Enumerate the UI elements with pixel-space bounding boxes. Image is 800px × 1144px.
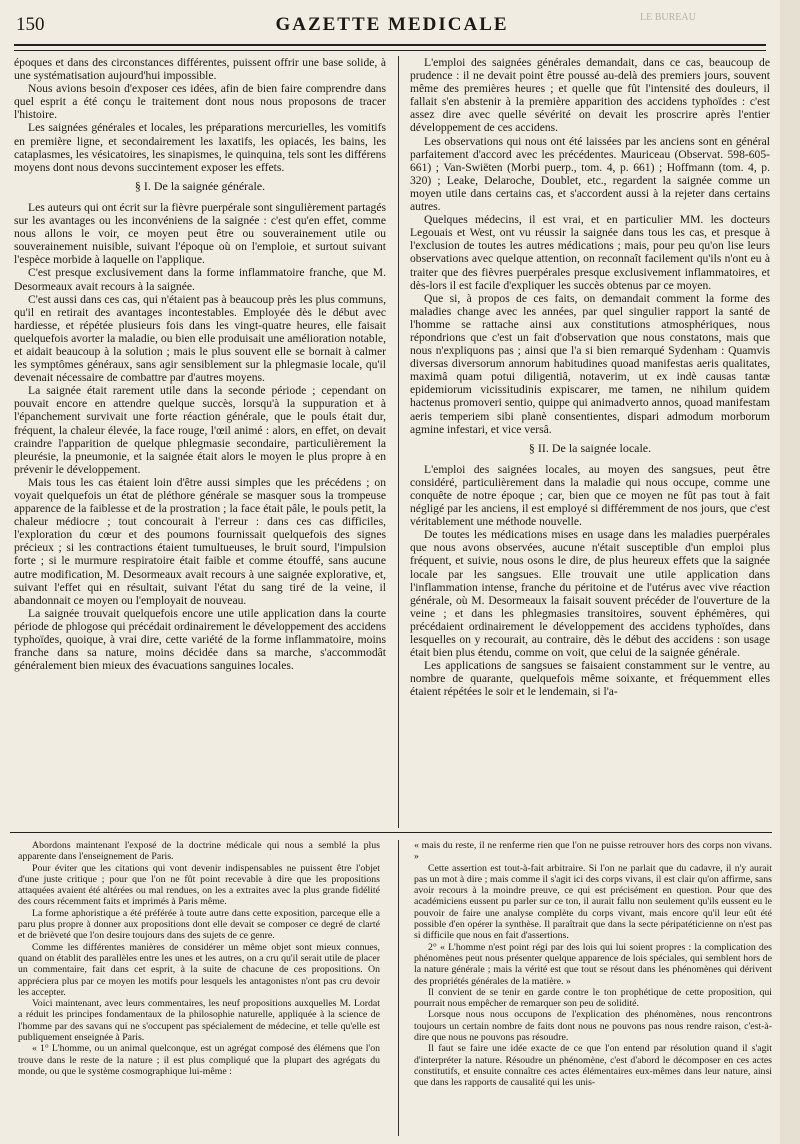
page-number: 150 bbox=[16, 14, 45, 35]
right-column bbox=[410, 56, 770, 828]
feuilleton-divider bbox=[398, 840, 399, 1136]
section-heading: § I. De la saignée générale. bbox=[134, 178, 266, 193]
paragraph: La saignée trouvait quelquefois encore une utile application dans la courte période de phlogose qui précédait ordinairement le développement des accidens typhoïdes, quoique, à vrai dire, cette variété de la forme inflammatoire, moins franche dans sa nature, moins décidée dans sa marche, s'accommodât généralement bien mieux des évacuations sanguines locales. bbox=[14, 606, 386, 673]
bleed-through-text: LE BUREAU bbox=[640, 12, 696, 23]
paragraph: Les saignées générales et locales, les préparations mercurielles, les vomitifs en première ligne, et secondairement les laxatifs, les opiacés, les bains, les cataplasmes, les vésicatoires, les sinapismes, le quinquina, tels sont les différens moyens dont nous devons succintement exposer les effets. bbox=[14, 121, 386, 174]
paragraph: « 1° L'homme, ou un animal quelconque, est un agrégat composé des élémens que l'on trouve dans le reste de la nature ; il est plus compliqué que la plupart des agrégats du monde, ou que le système cosmographique lui-même : bbox=[18, 1043, 380, 1077]
paragraph: Il faut se faire une idée exacte de ce que l'on entend par résolution quand il s'agit d'interpréter la nature. Résoudre un phénomène, c'est d'abord le décomposer en ces actes constitutifs, et ensuite connaître ces actes élémentaires eux-mêmes dans leur nature, ainsi que dans les rapports de causalité qui les unis- bbox=[414, 1043, 772, 1089]
paragraph: Abordons maintenant l'exposé de la doctrine médicale qui nous a semblé la plus apparente dans l'enseignement de Paris. bbox=[18, 840, 380, 863]
paragraph: Mais tous les cas étaient loin d'être aussi simples que les précédens ; on voyait quelquefois un état de pléthore générale se masquer sous la trompeuse apparence de la faiblesse et de la prostration ; la face était pâle, le pouls petit, la chaleur médiocre ; tout concourait à l'erreur : dans ces cas difficiles, l'exploration du cœur et des poumons fournissait quelquefois des signes précieux ; si les contractions étaient tumultueuses, le bruit sourd, l'impulsion forte ; si le murmure respiratoire était faible et comme étouffé, sans aucune autre modification, M. Desormeaux avait recours à une saignée explorative, et, suivant l'effet qui en résultait, suivant l'état du sang tiré de la veine, il abandonnait ce moyen ou l'employait de nouveau. bbox=[14, 475, 386, 607]
paragraph: Pour éviter que les citations qui vont devenir indispensables ne puissent être l'objet d'une juste critique ; pour que l'on ne fût point recevable à dire que les propositions attaquées avaient été altérées ou mal rendues, on les a extraites avec la plus grande fidélité des cours récemment faits et imprimés à Paris même. bbox=[18, 862, 380, 908]
paragraph: Il convient de se tenir en garde contre le ton prophétique de cette proposition, qui pourrait nous empêcher de remarquer son peu de solidité. bbox=[414, 986, 772, 1010]
section-heading: § II. De la saignée locale. bbox=[528, 440, 652, 455]
paragraph: Les auteurs qui ont écrit sur la fièvre puerpérale sont singulièrement partagés sur les avantages ou les inconvéniens de la saignée : c'est qu'en effet, comme nous allons le voir, ce moyen peut être ou souverainement utile ou souverainement nuisible, suivant l'époque où on l'emploie, et surtout suivant l'espèce morbide à laquelle on l'applique. bbox=[14, 200, 386, 267]
paragraph: époques et dans des circonstances différentes, puissent offrir une base solide, à une systématisation aujourd'hui impossible. bbox=[14, 56, 386, 83]
paragraph: La forme aphoristique a été préférée à toute autre dans cette exposition, parceque elle a paru plus propre à donner aux propositions dont elle devait se composer ce degré de clarté et de brièveté que l'on desire toujours dans des sujets de ce genre. bbox=[18, 907, 380, 942]
journal-title: GAZETTE MEDICALE bbox=[275, 14, 509, 35]
paragraph: « mais du reste, il ne renferme rien que l'on ne puisse retrouver hors des corps non vivans. » bbox=[414, 840, 772, 863]
paragraph: C'est aussi dans ces cas, qui n'étaient pas à beaucoup près les plus communs, qu'il en retirait des avantages incontestables. Employée dès le début avec hardiesse, et répétée plusieurs fois dans les vingt-quatre heures, elle faisait quelquefois avorter la maladie, ou bien elle produisait une amélioration notable, et aidait beaucoup à la solution ; mais le plus souvent elle se bornait à calmer les symptômes généraux, sans agir sensiblement sur la phlegmasie locale, qu'il devenait nécessaire de combattre par d'autres moyens. bbox=[14, 292, 386, 385]
feuilleton-separator bbox=[10, 832, 772, 833]
paragraph: Les observations qui nous ont été laissées par les anciens sont en général parfaitement d'accord avec les précédentes. Mauriceau (Observat. 598-605-661) ; Van-Swiëten (Morbi puerp., tom. 4, p. 661) ; Hoffmann (tom. 4, p. 320) ; Leake, Delaroche, Doublet, etc., regardent la saignée comme un moyen utile dans certains cas, et s'accordent aussi à la rejeter dans certains autres. bbox=[410, 134, 770, 214]
paragraph: Cette assertion est tout-à-fait arbitraire. Si l'on ne parlait que du cadavre, il n'y aurait pas un mot à dire ; mais comme il s'agit ici des corps vivans, il est clair qu'on affirme, sans avoir recours à la moindre preuve, ce qui est précisément en question. Pour que des académiciens eussent pu parler sur ce ton, il aurait fallu non seulement qu'ils eussent eu le pouvoir de faire une analyse complète du corps vivant, mais encore qu'il leur eût été possible d'en opérer la synthèse. Il paraîtrait que dans la secte péripatéticienne on n'est pas si difficile que nous en fait d'assertions. bbox=[414, 862, 772, 942]
column-divider bbox=[398, 56, 399, 828]
paragraph: L'emploi des saignées locales, au moyen des sangsues, peut être considéré, particulièrement dans la maladie qui nous occupe, comme une conquête de notre époque ; car, bien que ce moyen ne fût pas tout à fait négligé par les anciens, il est employé si différemment de nos jours, que c'est véritablement une méthode nouvelle. bbox=[410, 462, 770, 529]
paragraph: Que si, à propos de ces faits, on demandait comment la forme des maladies change avec les années, par quel singulier rapport la santé de l'homme se rattache ainsi aux constitutions atmosphériques, nous répondrions que c'est un fait d'observation que nous constatons, mais que nous n'expliquons pas ; ainsi que l'a si bien remarqué Sydenham : Quamvis diversas diversorum annorum habitudines quoad manifestas aeris qualitates, maximâ quam potui diligentiâ, notaverim, ut ex indè causas tantæ epidemiorum vicissitudinis expiscarer, me tamen, ne nihilum quidem hactenus promoveri sentio, quippe qui animadverto annos, quoad manifestam aeris temperiem sibi planè consentientes, dispari admodum morborum agmine infestari, et vice versâ. bbox=[410, 291, 770, 436]
paragraph: Nous avions besoin d'exposer ces idées, afin de bien faire comprendre dans quel esprit a été conçu le traitement dont nous nous proposons de tracer l'histoire. bbox=[14, 82, 386, 122]
paragraph: 2° « L'homme n'est point régi par des lois qui lui soient propres : la complication des phénomènes peut nous présenter quelque apparence de lois spéciales, qui semblent hors de la nature générale ; mais la vérité est que tout se résout dans les phénomènes qui dérivent des propriétés générales de la matière. » bbox=[414, 941, 772, 987]
header-rule bbox=[14, 44, 766, 51]
paragraph: L'emploi des saignées générales demandait, dans ce cas, beaucoup de prudence : il ne devait point être poussé au-delà des premiers jours, souvent même des premières heures ; et quelle que fût l'intensité des douleurs, il fallait s'en abstenir à la première apparition des accidens typhoïdes : c'est assez dire avec quelle sévérité on devait les proscrire après l'entier développement de ces accidens. bbox=[410, 56, 770, 135]
paragraph: Comme les différentes manières de considérer un même objet sont mieux connues, quand on établit des parallèles entre les unes et les autres, on a cru qu'il serait utile de placer un commentaire, fait dans cet esprit, à la suite de chacune de ces propositions. On appréciera plus par ce moyen les motifs pour lesquels les antagonistes n'ont pas cru devoir les accepter. bbox=[18, 941, 380, 998]
feuilleton-right-column bbox=[414, 840, 772, 1136]
paragraph: Voici maintenant, avec leurs commentaires, les neuf propositions auxquelles M. Lordat a réduit les principes fondamentaux de la philosophie naturelle, appliquée à la science de l'homme par des savans qui ne s'occupent pas spécialement de médecine, et telle qu'elle est publiquement enseignée à Paris. bbox=[18, 998, 380, 1044]
feuilleton-left-column bbox=[18, 840, 380, 1136]
paragraph: C'est presque exclusivement dans la forme inflammatoire franche, que M. Desormeaux avait recours à la saignée. bbox=[14, 266, 386, 293]
paragraph: Quelques médecins, il est vrai, et en particulier MM. les docteurs Legouais et West, ont vu réussir la saignée dans tous les cas, et presque à l'exclusion de toutes les autres médications ; mais, pour peu qu'on lise leurs observations avec quelque attention, on reconnaît facilement qu'ils n'ont eu à traiter que des fièvres puerpérales presque exclusivement inflammatoires, et dès-lors il est facile d'expliquer les succès obtenus par ce moyen. bbox=[410, 213, 770, 292]
paragraph: La saignée était rarement utile dans la seconde période ; cependant on pouvait encore en attendre quelque succès, lorsqu'à la suppuration et à l'épanchement survivait une forte réaction générale, que le pouls était dur, fréquent, la chaleur élevée, la face rouge, l'œil animé : alors, en effet, on devait craindre l'apparition de quelque phlegmasie secondaire, particulièrement la pleurésie, la pneumonie, et la saignée était alors le moyen le plus propre à en prévenir le développement. bbox=[14, 384, 386, 476]
paragraph: Lorsque nous nous occupons de l'explication des phénomènes, nous rencontrons toujours un certain nombre de faits dont nous ne pouvons pas nous rendre raison, c'est-à-dire que nous ne pouvons pas résoudre. bbox=[414, 1009, 772, 1044]
paragraph: De toutes les médications mises en usage dans les maladies puerpérales que nous avons observées, aucune n'était susceptible d'un emploi plus fréquent, et suivie, nous osons le dire, de plus heureux effets que la saignée locale par les sangsues. Elle trouvait une utile application dans l'inflammation intense, franche du péritoine et de l'utérus avec vive réaction générale, où M. Desormeaux la faisait souvent précéder de l'ouverture de la veine ; et dans les phlegmasies transitoires, souvent éphémères, qui précédaient ordinairement le développement des accidens typhoïdes, dans lesquelles on y recourait, au contraire, dès le début des accidens : son usage était bien plus étendu, comme on voit, que celui de la saignée générale. bbox=[410, 528, 770, 660]
left-column bbox=[14, 56, 386, 828]
paragraph: Les applications de sangsues se faisaient constamment sur le ventre, au nombre de quarante, quelquefois même soixante, et fréquemment elles étaient répétées le soir et le lendemain, si l'a- bbox=[410, 659, 770, 699]
adjacent-page-edge bbox=[780, 0, 800, 1144]
